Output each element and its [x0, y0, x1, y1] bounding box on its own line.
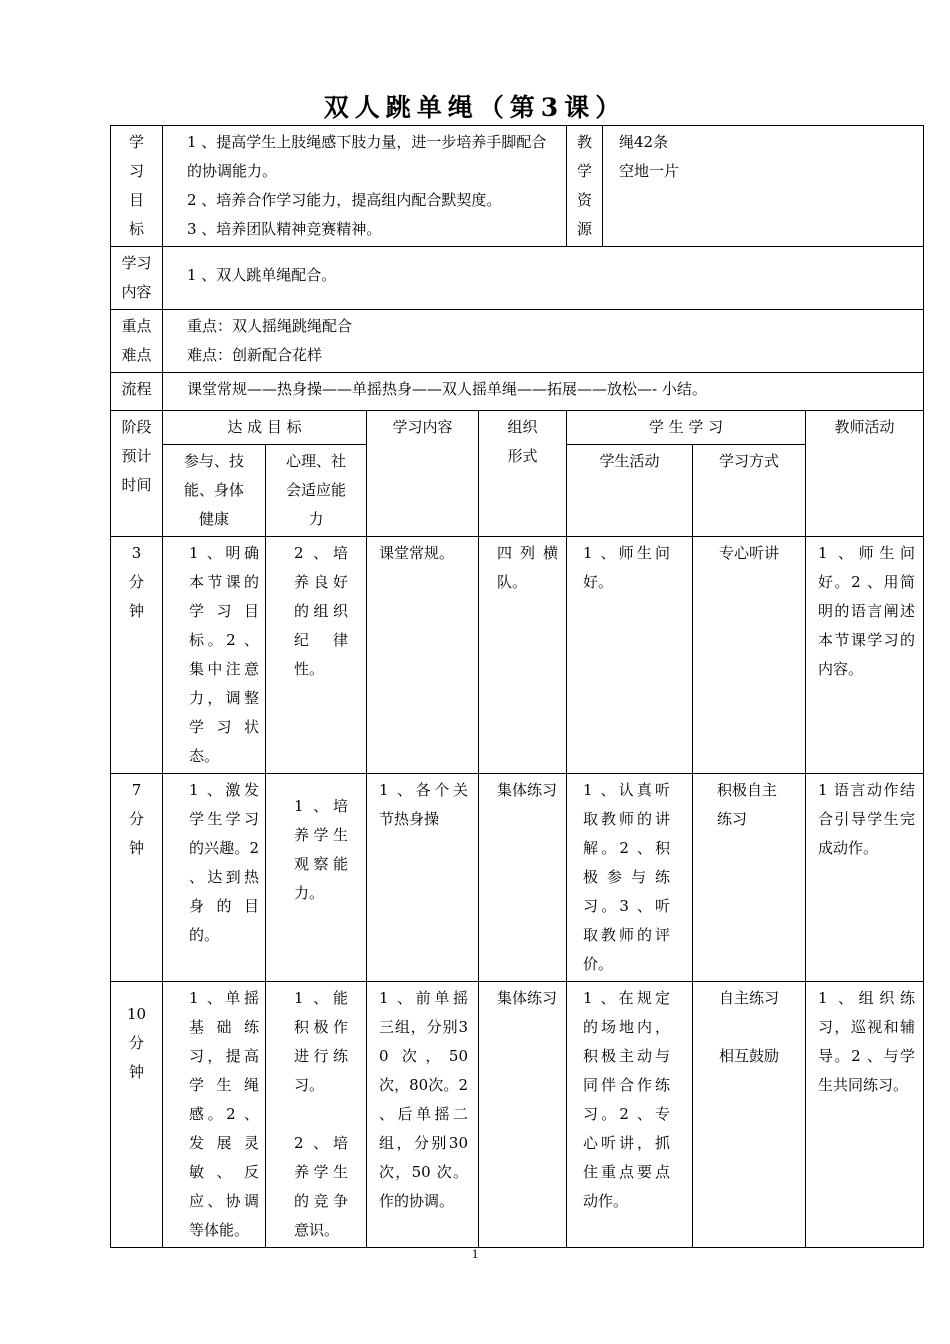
activity-cell: 1 、在规定的场地内，积极主动与同伴合作练习。2 、专心听讲，抓住重点要点动作。 [567, 982, 693, 1248]
method-header: 学习方式 [693, 445, 806, 537]
keypoint-item: 重点：双人摇绳跳绳配合 [187, 317, 353, 335]
goals-label: 学 习 目 标 [111, 126, 163, 247]
table-row [111, 982, 924, 1248]
table-row [111, 774, 924, 982]
goal1-cell: 1 、明确本节课的学习目标。2 、集中注意力，调整学习状态。 [163, 537, 266, 774]
activity-cell: 1 、师生问好。 [567, 537, 693, 774]
content-item: 1 、双人跳单绳配合。 [187, 266, 337, 284]
org-header: 组织形式 [479, 411, 567, 537]
goals-group-header: 达 成 目 标 [163, 411, 367, 445]
content-cell: 课堂常规。 [367, 537, 479, 774]
content-cell: 1 、各个关节热身操 [367, 774, 479, 982]
goal2-cell [266, 982, 367, 1248]
goal1-cell: 1 、激发学生学习的兴趣。2 、达到热身的目的。 [163, 774, 266, 982]
table-row [111, 537, 924, 774]
teacher-cell: 1 、组织练习，巡视和辅导。2 、与学生共同练习。 [806, 982, 924, 1248]
content-header: 学习内容 [367, 411, 479, 537]
goal-item: 1 、提高学生上肢绳感下肢力量，进一步培养手脚配合的协调能力。 [187, 133, 547, 180]
teacher-header: 教师活动 [806, 411, 924, 537]
method-cell: 专心听讲 [693, 537, 806, 774]
org-cell: 四列横队。 [479, 537, 567, 774]
stage-header: 阶段预计时间 [111, 411, 163, 537]
resources-list [603, 126, 924, 247]
activity-header: 学生活动 [567, 445, 693, 537]
method-cell [693, 982, 806, 1248]
lesson-plan-table [110, 125, 924, 1248]
activity-cell: 1 、认真听取教师的讲解。2 、积极参与练习。3 、听取教师的评价。 [567, 774, 693, 982]
keypoints-text [163, 310, 924, 373]
goal2-cell: 1 、培养学生观察能力。 [266, 774, 367, 982]
page-number: 1 [471, 1246, 479, 1261]
goal-item: 2 、培养合作学习能力，提高组内配合默契度。 [187, 191, 502, 209]
goal2-header: 心理、社会适应能力 [266, 445, 367, 537]
stage-time: 10分钟 [111, 982, 163, 1248]
teacher-cell: 1 、师生问好。2 、用简明的语言阐述本节课学习的内容。 [806, 537, 924, 774]
resources-label: 教 学 资 源 [567, 126, 603, 247]
keypoint-item: 难点：创新配合花样 [187, 346, 323, 364]
goal-item: 3 、培养团队精神竞赛精神。 [187, 220, 382, 238]
method-cell: 积极自主练习 [693, 774, 806, 982]
flow-text: 课堂常规——热身操——单摇热身——双人摇单绳——拓展——放松—- 小结。 [163, 373, 924, 411]
content-label: 学习内容 [111, 247, 163, 310]
goal2-cell: 2 、培养良好的组织纪律性。 [266, 537, 367, 774]
page-title: 双人跳单绳（第3课） [323, 93, 627, 122]
org-cell: 集体练习 [479, 982, 567, 1248]
resource-item: 空地一片 [619, 162, 680, 180]
student-group-header: 学 生 学 习 [567, 411, 806, 445]
teacher-cell: 1 语言动作结合引导学生完成动作。 [806, 774, 924, 982]
stage-time: 3分钟 [111, 537, 163, 774]
resource-item: 绳42条 [619, 133, 669, 151]
goal2-item: 1 、能积极作进行练习。 [294, 989, 348, 1094]
stage-time: 7分钟 [111, 774, 163, 982]
goal1-cell: 1 、单摇基础练习，提高学生绳感。2 、发展灵敏、反应、协调等体能。 [163, 982, 266, 1248]
method-item: 相互鼓励 [719, 1047, 780, 1065]
content-cell: 1 、前单摇三组，分别30 次，50 次，80次。2 、后单摇二组，分别30 次，50 次。作的协调。 [367, 982, 479, 1248]
org-cell: 集体练习 [479, 774, 567, 982]
flow-label: 流程 [111, 373, 163, 411]
goal2-item: 2 、培养学生的竞争意识。 [294, 1134, 348, 1239]
goals-list [163, 126, 567, 247]
goal1-header: 参与、技能、身体健康 [163, 445, 266, 537]
method-item: 自主练习 [719, 989, 780, 1007]
keypoints-label: 重点难点 [111, 310, 163, 373]
content-text [163, 247, 924, 310]
